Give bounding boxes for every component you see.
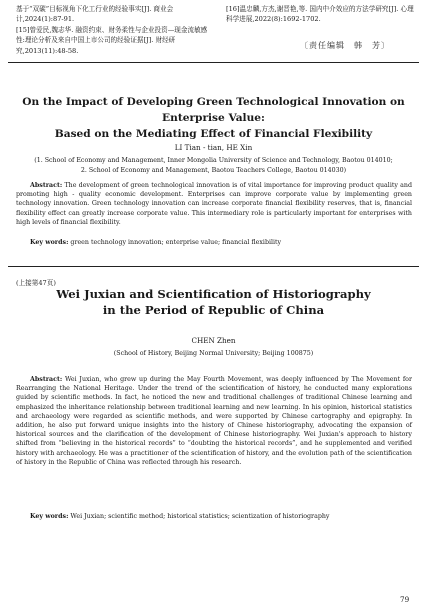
article2-title: Wei Juxian and Scientification of Historiography in the Period of Republic of China xyxy=(56,287,371,317)
reference-item: 基于“双碳”目标视角下化工行业的经验事实[J]. 商业会计,2024(1):87-91. xyxy=(16,5,174,24)
divider xyxy=(8,62,419,63)
article1-affiliations: (1. School of Economy and Management, Inner Mongolia University of Science and Technology, Baotou 014010; 2. School of Economy and Management, Baotou Teachers College, Baotou 014030) xyxy=(34,157,393,174)
references-left-column xyxy=(16,4,214,56)
article1-authors: LI Tian - tian, HE Xin xyxy=(174,143,253,152)
article1-keywords: Key words: green technology innovation; enterprise value; financial flexibility xyxy=(30,239,282,246)
article2-keywords: Key words: Wei Juxian; scientific method; historical statistics; scientization of historiography xyxy=(30,513,330,520)
article1-abstract: Abstract: The development of green technological innovation is of vital importance for improving product quality and promoting high - quality economic development. Enterprises can improve corporate value by implementing green technology innovation. Green technology innovation can increase corporate financial flexibility reserves, that is, financial flexibility effect can greatly increase corporate value. This intermediary role is particularly important for enterprises with high levels of financial flexibility. xyxy=(16,182,412,226)
divider xyxy=(8,266,419,267)
continued-from-note: (上接第47页) xyxy=(16,279,56,287)
reference-item: [15]曾爱民,魏志华. 融资约束、财务柔性与企业投资—现金流敏感性:理论分析及来自中国上市公司的经验证据[J]. 财经研究,2013(11):48-58. xyxy=(16,25,208,55)
article2-abstract: Abstract: Wei Juxian, who grew up during the May Fourth Movement, was deeply influenced by The Movement for Rearranging the National Heritage. Under the trend of the scientification of history, he conducted many explorations guided by scientific methods. In fact, he noticed the new and traditional challenges of traditional Chinese learning and emphasized the inheritance relationship between traditional learning and new learning. In his opinion, historical statistics and archaeology were regarded as scientific methods, and were supported by Chinese cartography and epigraphy. In addition, he also put forward unique insights into the history of Chinese historiography, advocating the expansion of historical sources and the clarification of the development of Chinese historiography. Wei Juxian's approach to history shifted from “believing in the historical records” to “doubting the historical records”, and he supplemented and verified history with archaeology. He was a practitioner of the scientification of history, and the evolution path of the scientification of history in the Republic of China was reflected through his research. xyxy=(16,376,412,466)
responsible-editor: 〔责任编辑 韩 芳〕 xyxy=(300,41,390,50)
article2-affiliations: (School of History, Beijing Normal University; Beijing 100875) xyxy=(113,350,314,357)
article1-title: On the Impact of Developing Green Technological Innovation on Enterprise Value: Based on the Mediating Effect of Financial Flexibility xyxy=(22,96,405,140)
article2-authors: CHEN Zhen xyxy=(191,336,236,345)
references-right-column xyxy=(226,4,416,25)
page-number: 79 xyxy=(400,595,410,604)
reference-item: [16]温忠麟,方杰,谢晋艳,等. 国内中介效应的方法学研究[J]. 心理科学进展,2022(8):1692-1702. xyxy=(226,5,414,24)
